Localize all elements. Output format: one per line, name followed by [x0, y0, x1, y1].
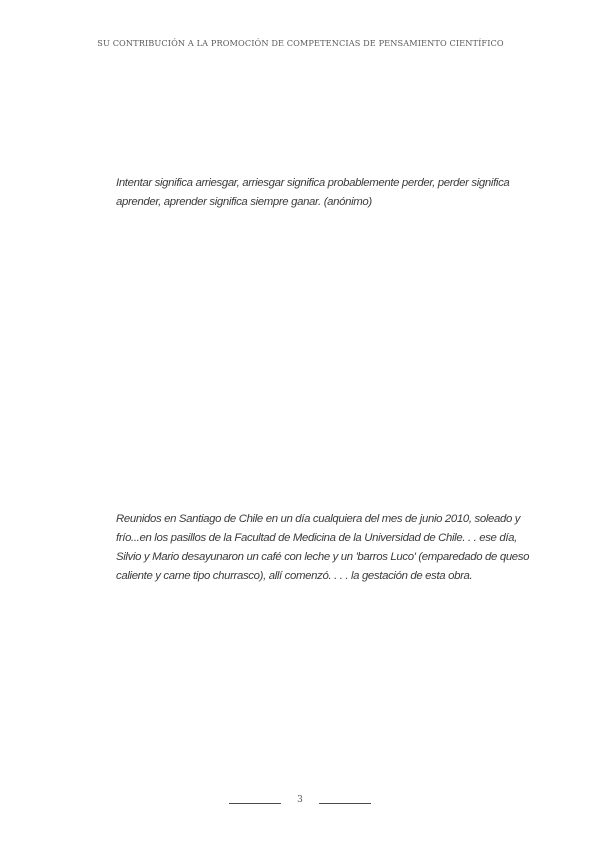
dedication-line: frío...en los pasillos de la Facultad de Medicina de la Universidad de Chile. . . ese día, — [116, 532, 517, 544]
page-footer — [0, 795, 601, 811]
epigraph-line: Intentar significa arriesgar, arriesgar significa probablemente perder, perder significa — [116, 177, 510, 189]
footer-rule-right — [319, 803, 371, 804]
dedication-line: Silvio y Mario desayunaron un café con leche y un 'barros Luco' (emparedado de queso — [116, 551, 530, 563]
page-number: 3 — [297, 795, 303, 805]
footer-rule-left — [229, 803, 281, 804]
epigraph-line: aprender, aprender significa siempre ganar. (anónimo) — [116, 196, 372, 208]
dedication-line: Reunidos en Santiago de Chile en un día cualquiera del mes de junio 2010, soleado y — [116, 513, 521, 525]
running-header: SU CONTRIBUCIÓN A LA PROMOCIÓN DE COMPETENCIAS DE PENSAMIENTO CIENTÍFICO — [97, 38, 504, 48]
epigraph — [116, 174, 510, 212]
dedication-paragraph — [116, 510, 530, 586]
dedication-line: caliente y carne tipo churrasco), allí comenzó. . . . la gestación de esta obra. — [116, 570, 473, 582]
